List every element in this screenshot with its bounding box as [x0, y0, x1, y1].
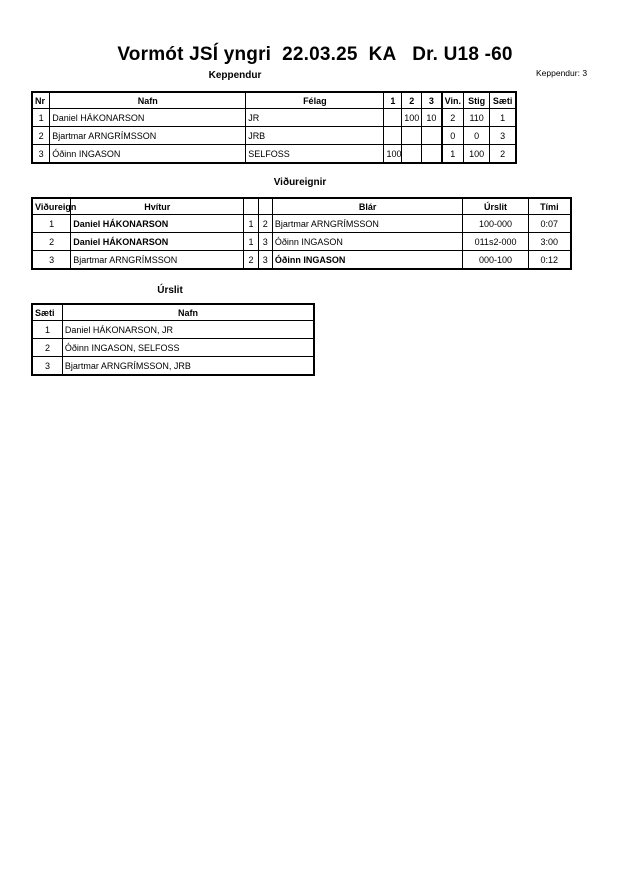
col-header-place: Sæti — [32, 304, 62, 321]
cell-result: 011s2-000 — [463, 233, 528, 251]
table-header-row — [32, 92, 516, 109]
cell-club: JR — [246, 109, 384, 127]
col-header-white-nr — [244, 198, 258, 215]
cell-place: 1 — [490, 109, 516, 127]
cell-r1: 100 — [384, 145, 402, 164]
table-row — [32, 215, 571, 233]
cell-r3 — [422, 127, 442, 145]
table-header-row — [32, 198, 571, 215]
cell-white: Bjartmar ARNGRÍMSSON — [71, 251, 244, 270]
cell-white-nr: 1 — [244, 215, 258, 233]
cell-r1 — [384, 109, 402, 127]
cell-name: Óðinn INGASON, SELFOSS — [62, 339, 314, 357]
competitors-table — [31, 91, 517, 164]
cell-r3 — [422, 145, 442, 164]
cell-name: Bjartmar ARNGRÍMSSON — [50, 127, 246, 145]
results-title: Úrslit — [157, 285, 183, 296]
results-table — [31, 303, 315, 376]
table-row — [32, 145, 516, 164]
cell-match-no: 1 — [32, 215, 71, 233]
cell-result: 100-000 — [463, 215, 528, 233]
cell-place: 3 — [32, 357, 62, 376]
table-row — [32, 109, 516, 127]
cell-result: 000-100 — [463, 251, 528, 270]
cell-wins: 1 — [442, 145, 464, 164]
col-header-r2: 2 — [402, 92, 422, 109]
col-header-nr: Nr — [32, 92, 50, 109]
col-header-club: Félag — [246, 92, 384, 109]
col-header-blue: Blár — [272, 198, 463, 215]
cell-time: 0:12 — [528, 251, 571, 270]
competitors-title: Keppendur — [208, 70, 262, 81]
col-header-white: Hvítur — [71, 198, 244, 215]
cell-nr: 1 — [32, 109, 50, 127]
matches-title: Viðureignir — [273, 177, 327, 188]
cell-club: SELFOSS — [246, 145, 384, 164]
cell-blue: Óðinn INGASON — [272, 251, 463, 270]
cell-club: JRB — [246, 127, 384, 145]
cell-place: 2 — [490, 145, 516, 164]
cell-match-no: 3 — [32, 251, 71, 270]
col-header-name: Nafn — [62, 304, 314, 321]
cell-nr: 2 — [32, 127, 50, 145]
competitor-count: Keppendur: 3 — [536, 68, 588, 78]
cell-points: 100 — [464, 145, 490, 164]
col-header-place: Sæti — [490, 92, 516, 109]
cell-name: Daniel HÁKONARSON, JR — [62, 321, 314, 339]
cell-wins: 0 — [442, 127, 464, 145]
cell-r3: 10 — [422, 109, 442, 127]
cell-wins: 2 — [442, 109, 464, 127]
cell-r2 — [402, 127, 422, 145]
col-header-result: Úrslit — [463, 198, 528, 215]
col-header-r3: 3 — [422, 92, 442, 109]
cell-place: 2 — [32, 339, 62, 357]
cell-blue: Bjartmar ARNGRÍMSSON — [272, 215, 463, 233]
table-row — [32, 233, 571, 251]
cell-r2: 100 — [402, 109, 422, 127]
table-row — [32, 127, 516, 145]
cell-place: 1 — [32, 321, 62, 339]
cell-nr: 3 — [32, 145, 50, 164]
cell-white-nr: 2 — [244, 251, 258, 270]
table-row — [32, 339, 314, 357]
cell-name: Óðinn INGASON — [50, 145, 246, 164]
col-header-wins: Vin. — [442, 92, 464, 109]
col-header-time: Tími — [528, 198, 571, 215]
cell-blue-nr: 3 — [258, 251, 272, 270]
col-header-name: Nafn — [50, 92, 246, 109]
page-title: Vormót JSÍ yngri 22.03.25 KA Dr. U18 -60 — [117, 44, 513, 65]
cell-r2 — [402, 145, 422, 164]
col-header-blue-nr — [258, 198, 272, 215]
cell-points: 0 — [464, 127, 490, 145]
cell-name: Bjartmar ARNGRÍMSSON, JRB — [62, 357, 314, 376]
col-header-r1: 1 — [384, 92, 402, 109]
table-row — [32, 321, 314, 339]
table-row — [32, 251, 571, 270]
cell-blue: Óðinn INGASON — [272, 233, 463, 251]
matches-table — [31, 197, 572, 270]
cell-name: Daniel HÁKONARSON — [50, 109, 246, 127]
cell-time: 0:07 — [528, 215, 571, 233]
cell-time: 3:00 — [528, 233, 571, 251]
cell-match-no: 2 — [32, 233, 71, 251]
cell-blue-nr: 3 — [258, 233, 272, 251]
col-header-match: Viðureign — [32, 198, 71, 215]
cell-place: 3 — [490, 127, 516, 145]
cell-points: 110 — [464, 109, 490, 127]
cell-r1 — [384, 127, 402, 145]
cell-white-nr: 1 — [244, 233, 258, 251]
col-header-points: Stig — [464, 92, 490, 109]
cell-white: Daniel HÁKONARSON — [71, 215, 244, 233]
table-header-row — [32, 304, 314, 321]
cell-blue-nr: 2 — [258, 215, 272, 233]
table-row — [32, 357, 314, 376]
cell-white: Daniel HÁKONARSON — [71, 233, 244, 251]
